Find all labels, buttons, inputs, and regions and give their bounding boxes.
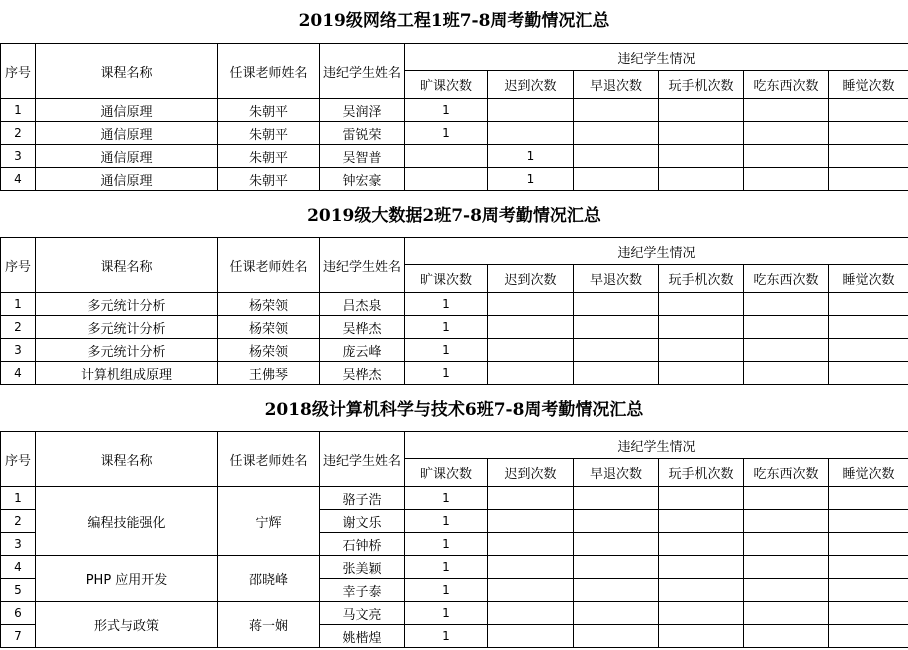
early-leave-count [574, 122, 659, 145]
row-student: 幸子泰 [320, 579, 405, 602]
phone-count [659, 579, 744, 602]
phone-count [659, 487, 744, 510]
table-row [1, 362, 908, 385]
header-sleeping: 睡觉次数 [829, 71, 908, 99]
late-count [488, 510, 574, 533]
row-seq: 5 [1, 579, 36, 602]
phone-count [659, 510, 744, 533]
late-count: 1 [488, 145, 574, 168]
header-course: 课程名称 [36, 432, 218, 487]
row-teacher: 邵晓峰 [218, 556, 320, 602]
absent-count: 1 [405, 339, 488, 362]
row-course: PHP 应用开发 [36, 556, 218, 602]
header-course: 课程名称 [36, 238, 218, 293]
header-violation-group: 违纪学生情况 [405, 44, 908, 71]
eating-count [744, 602, 829, 625]
section-2-table [0, 237, 908, 385]
row-teacher: 朱朝平 [218, 122, 320, 145]
eating-count [744, 510, 829, 533]
row-student: 马文亮 [320, 602, 405, 625]
absent-count: 1 [405, 99, 488, 122]
row-seq: 2 [1, 510, 36, 533]
row-seq: 4 [1, 556, 36, 579]
row-course: 编程技能强化 [36, 487, 218, 556]
header-sleeping: 睡觉次数 [829, 459, 908, 487]
sleeping-count [829, 362, 908, 385]
row-student: 钟宏豪 [320, 168, 405, 191]
header-teacher: 任课老师姓名 [218, 238, 320, 293]
section-2-title: 2019级大数据2班7-8周考勤情况汇总 [307, 206, 601, 226]
row-student: 吴智普 [320, 145, 405, 168]
row-course: 多元统计分析 [36, 339, 218, 362]
late-count [488, 533, 574, 556]
sleeping-count [829, 556, 908, 579]
early-leave-count [574, 99, 659, 122]
row-teacher: 杨荣领 [218, 293, 320, 316]
header-eating: 吃东西次数 [744, 265, 829, 293]
row-course: 通信原理 [36, 145, 218, 168]
table-row [1, 168, 908, 191]
early-leave-count [574, 556, 659, 579]
early-leave-count [574, 625, 659, 648]
early-leave-count [574, 362, 659, 385]
row-student: 石钟桥 [320, 533, 405, 556]
row-course: 形式与政策 [36, 602, 218, 648]
absent-count: 1 [405, 510, 488, 533]
sleeping-count [829, 602, 908, 625]
early-leave-count [574, 293, 659, 316]
row-course: 多元统计分析 [36, 316, 218, 339]
row-student: 吴桦杰 [320, 316, 405, 339]
phone-count [659, 625, 744, 648]
eating-count [744, 579, 829, 602]
absent-count: 1 [405, 487, 488, 510]
late-count [488, 579, 574, 602]
row-course: 计算机组成原理 [36, 362, 218, 385]
row-teacher: 杨荣领 [218, 339, 320, 362]
early-leave-count [574, 579, 659, 602]
header-eating: 吃东西次数 [744, 459, 829, 487]
phone-count [659, 602, 744, 625]
phone-count [659, 145, 744, 168]
header-student: 违纪学生姓名 [320, 432, 405, 487]
table-row [1, 487, 908, 510]
header-violation-group: 违纪学生情况 [405, 432, 908, 459]
table-row [1, 602, 908, 625]
late-count: 1 [488, 168, 574, 191]
late-count [488, 293, 574, 316]
table-row [1, 339, 908, 362]
absent-count [405, 145, 488, 168]
row-course: 通信原理 [36, 122, 218, 145]
header-phone: 玩手机次数 [659, 71, 744, 99]
eating-count [744, 533, 829, 556]
row-student: 吴桦杰 [320, 362, 405, 385]
eating-count [744, 145, 829, 168]
early-leave-count [574, 316, 659, 339]
header-phone: 玩手机次数 [659, 265, 744, 293]
absent-count: 1 [405, 362, 488, 385]
absent-count: 1 [405, 316, 488, 339]
absent-count [405, 168, 488, 191]
row-course: 多元统计分析 [36, 293, 218, 316]
header-student: 违纪学生姓名 [320, 44, 405, 99]
header-student: 违纪学生姓名 [320, 238, 405, 293]
eating-count [744, 556, 829, 579]
phone-count [659, 362, 744, 385]
section-3-title: 2018级计算机科学与技术6班7-8周考勤情况汇总 [264, 400, 644, 420]
sleeping-count [829, 293, 908, 316]
section-1-table [0, 43, 908, 191]
section-3-table [0, 431, 908, 648]
absent-count: 1 [405, 556, 488, 579]
row-student: 张美颖 [320, 556, 405, 579]
late-count [488, 625, 574, 648]
header-eating: 吃东西次数 [744, 71, 829, 99]
late-count [488, 602, 574, 625]
header-phone: 玩手机次数 [659, 459, 744, 487]
header-absent: 旷课次数 [405, 71, 488, 99]
row-student: 骆子浩 [320, 487, 405, 510]
late-count [488, 339, 574, 362]
early-leave-count [574, 168, 659, 191]
phone-count [659, 122, 744, 145]
eating-count [744, 625, 829, 648]
early-leave-count [574, 145, 659, 168]
table-row [1, 556, 908, 579]
eating-count [744, 293, 829, 316]
eating-count [744, 122, 829, 145]
sleeping-count [829, 625, 908, 648]
row-seq: 3 [1, 145, 36, 168]
table-row [1, 316, 908, 339]
early-leave-count [574, 487, 659, 510]
eating-count [744, 487, 829, 510]
late-count [488, 487, 574, 510]
table-row [1, 145, 908, 168]
eating-count [744, 316, 829, 339]
row-teacher: 朱朝平 [218, 99, 320, 122]
header-absent: 旷课次数 [405, 265, 488, 293]
row-teacher: 蒋一娴 [218, 602, 320, 648]
absent-count: 1 [405, 579, 488, 602]
header-violation-group: 违纪学生情况 [405, 238, 908, 265]
eating-count [744, 362, 829, 385]
row-student: 吴润泽 [320, 99, 405, 122]
phone-count [659, 293, 744, 316]
row-course: 通信原理 [36, 99, 218, 122]
row-student: 雷锐荣 [320, 122, 405, 145]
table-row [1, 99, 908, 122]
header-teacher: 任课老师姓名 [218, 44, 320, 99]
eating-count [744, 339, 829, 362]
late-count [488, 362, 574, 385]
phone-count [659, 99, 744, 122]
sleeping-count [829, 99, 908, 122]
row-teacher: 杨荣领 [218, 316, 320, 339]
row-seq: 4 [1, 168, 36, 191]
row-student: 谢文乐 [320, 510, 405, 533]
row-seq: 1 [1, 487, 36, 510]
row-teacher: 宁辉 [218, 487, 320, 556]
header-late: 迟到次数 [488, 265, 574, 293]
sleeping-count [829, 168, 908, 191]
row-seq: 1 [1, 293, 36, 316]
header-course: 课程名称 [36, 44, 218, 99]
absent-count: 1 [405, 602, 488, 625]
sleeping-count [829, 579, 908, 602]
phone-count [659, 533, 744, 556]
table-row [1, 122, 908, 145]
row-seq: 3 [1, 339, 36, 362]
phone-count [659, 316, 744, 339]
early-leave-count [574, 510, 659, 533]
late-count [488, 99, 574, 122]
header-seq: 序号 [1, 238, 36, 293]
late-count [488, 556, 574, 579]
early-leave-count [574, 533, 659, 556]
header-late: 迟到次数 [488, 71, 574, 99]
header-early-leave: 早退次数 [574, 459, 659, 487]
header-absent: 旷课次数 [405, 459, 488, 487]
eating-count [744, 99, 829, 122]
row-seq: 2 [1, 316, 36, 339]
row-student: 吕杰泉 [320, 293, 405, 316]
row-seq: 3 [1, 533, 36, 556]
row-student: 姚楷煌 [320, 625, 405, 648]
sleeping-count [829, 533, 908, 556]
phone-count [659, 339, 744, 362]
row-teacher: 朱朝平 [218, 145, 320, 168]
section-1-title: 2019级网络工程1班7-8周考勤情况汇总 [298, 11, 610, 31]
row-seq: 6 [1, 602, 36, 625]
early-leave-count [574, 339, 659, 362]
early-leave-count [574, 602, 659, 625]
absent-count: 1 [405, 293, 488, 316]
absent-count: 1 [405, 625, 488, 648]
row-seq: 2 [1, 122, 36, 145]
header-sleeping: 睡觉次数 [829, 265, 908, 293]
sleeping-count [829, 316, 908, 339]
header-early-leave: 早退次数 [574, 265, 659, 293]
row-course: 通信原理 [36, 168, 218, 191]
row-seq: 7 [1, 625, 36, 648]
eating-count [744, 168, 829, 191]
row-seq: 1 [1, 99, 36, 122]
phone-count [659, 168, 744, 191]
sleeping-count [829, 339, 908, 362]
header-seq: 序号 [1, 432, 36, 487]
absent-count: 1 [405, 533, 488, 556]
header-seq: 序号 [1, 44, 36, 99]
header-teacher: 任课老师姓名 [218, 432, 320, 487]
phone-count [659, 556, 744, 579]
sleeping-count [829, 510, 908, 533]
table-row [1, 293, 908, 316]
sleeping-count [829, 122, 908, 145]
row-teacher: 王佛琴 [218, 362, 320, 385]
row-student: 庞云峰 [320, 339, 405, 362]
sleeping-count [829, 487, 908, 510]
header-late: 迟到次数 [488, 459, 574, 487]
late-count [488, 122, 574, 145]
row-seq: 4 [1, 362, 36, 385]
absent-count: 1 [405, 122, 488, 145]
late-count [488, 316, 574, 339]
row-teacher: 朱朝平 [218, 168, 320, 191]
sleeping-count [829, 145, 908, 168]
header-early-leave: 早退次数 [574, 71, 659, 99]
